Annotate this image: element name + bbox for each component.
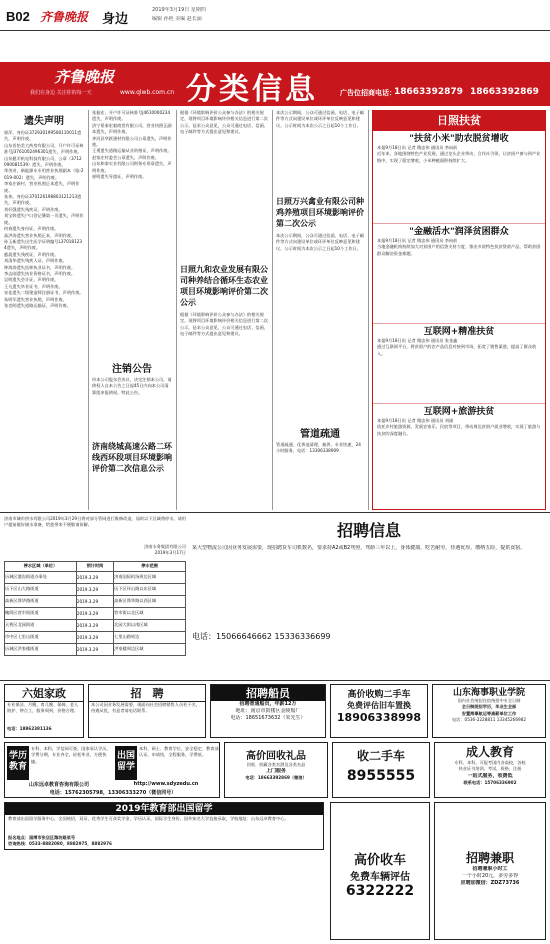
jobs-body: 某大型物流公司因业务发展需要，现招聘货车司机数名，要求持A2或B2驾照，驾龄三年以上，身体健康，吃苦耐劳，待遇优厚，缴纳五险，提供食宿。	[192, 545, 526, 551]
table-cell: 营市街以北区域	[114, 607, 186, 619]
ad-usedcar-phone: 8955555	[346, 768, 416, 784]
cancel-notice-body: 经本公司股东会决议，决定注销本公司，请债权人自本公告之日起45日内向本公司清算组申报债权。特此公告。	[92, 377, 172, 395]
banner-title: 分类信息	[186, 72, 318, 107]
poverty-article	[373, 323, 545, 403]
table-cell: 天桥区北园街道	[5, 619, 77, 631]
lost-notices-column	[4, 110, 84, 510]
ad-xueli-company: 山东远卓教育咨询有限公司	[28, 782, 89, 788]
poverty-article-body: 依托乡村旅游资源，发展农家乐、民宿等项目，带动周边贫困户就业增收，实现了旅游与扶贫的深度融合。	[377, 424, 541, 436]
poverty-article-body: 通过互联网平台，将贫困户的农产品信息对接到市场，拓宽了销售渠道，提高了群众收入。	[377, 344, 537, 356]
lost-notices-list	[4, 130, 84, 512]
col4-body-2: 本次公示期间，公众可通过信函、电话、电子邮件等方式向建设单位或环评单位反映意见和建议。公示时间为本次公示之日起10个工作日。	[276, 233, 364, 251]
table-cell: 北园大街以南区域	[114, 619, 186, 631]
masthead-editor: 编辑 孙艳 美编 赵长涌	[152, 16, 202, 22]
table-cell: 历下区环山路以东区域	[114, 583, 186, 595]
lost-notice-item: 山东慈羊机电科技有限公司，公章（3712090081539）遗失，声明作废。	[4, 155, 82, 168]
notice-item: 张振宏，开户许可证核准号J4610000234遗失，声明作废。	[92, 110, 171, 122]
ad-enroll-address: 报名地点：淄博市张店区潍坊路某号	[8, 835, 76, 840]
ad-abroad-phone: 电话：15762305798，13306333270（微信同号）	[49, 790, 177, 796]
pipe-dredge-body: 管道疏通、化粪池清理、抽粪，专业快速，24小时服务，电话：13306338909	[276, 442, 361, 454]
lost-notice-item: 高洪涛遗失营业执照正本，声明作废。	[4, 232, 76, 238]
ad-parttime-line2: 一个小时20元，多劳多得	[461, 873, 519, 879]
ad-recruit-body: 本公司因业务发展需要，现面向社会招聘销售人员若干名，待遇从优，有意者请电话联系。	[91, 702, 200, 714]
ad-crew-line2: 地址：南京市鼓楼区金陵船厂	[235, 708, 301, 714]
hotline-phone-1: 18663392879	[394, 87, 463, 97]
hotline-phone-2: 18663392869	[470, 87, 539, 97]
ad-buycar	[330, 802, 430, 940]
table-header: 停水范围	[114, 561, 186, 571]
ad-school-title: 山东海事职业学院	[452, 688, 525, 698]
table-header: 停水区域（单位）	[5, 561, 77, 571]
ad-school	[432, 684, 546, 738]
lost-notice-item: 宋佳遗失二级建造师注册证书，声明作废。	[4, 290, 84, 296]
poverty-article-body: 近年来，各地围绕特色产业发展，通过龙头企业带动、合作社引领，让贫困户参与到产业链中，实现了稳定增收，小米种植面积持续扩大。	[377, 151, 541, 163]
ad-recycle-line3: 电话：18663392869（微信）	[245, 775, 307, 781]
ad-parttime-line3: 应聘加微信：ZDZ73736	[460, 880, 520, 886]
lost-notice-item: 王凡遗失毕业证书，声明作废。	[4, 283, 63, 289]
ad-crew-title: 招聘船员	[211, 685, 325, 701]
notices-column-4	[276, 110, 364, 510]
ad-family-phone: 电话：18862381136	[7, 726, 52, 731]
table-cell: 2019.3.29	[76, 583, 113, 595]
ad-parttime-title: 招聘兼职	[465, 851, 514, 865]
ad-crew-line3: 电话：18651673632（朱先生）	[230, 715, 306, 721]
table-row	[5, 595, 186, 607]
ad-family	[4, 684, 84, 738]
jobs-phone: 15066646662 15336336699	[216, 632, 331, 641]
table-cell: 高新区舜华路街道	[5, 595, 77, 607]
section-name: 身边	[102, 12, 129, 27]
lost-notice-item: 刘宝婷遗失户口登记簿第一页遗失，声明作废。	[4, 213, 84, 225]
ad-education-pair	[4, 742, 220, 798]
ad-enroll-body: 教育部出国留学服务中心，全国统招，双证，优秀学生可获奖学金，学历认证，国际学生身份，国外知名大学直接录取，学校地址：山东远卓教育中心。	[8, 816, 289, 821]
lost-notice-item: 张克明遗失道路运输证，声明作废。	[4, 302, 72, 308]
page-number: B02	[6, 9, 30, 24]
table-header-row	[5, 561, 186, 571]
ad-crew	[210, 684, 326, 738]
poverty-article	[373, 223, 545, 323]
ad-xueli-body: 专科、本科，学信网可查，国家承认学历，学费分期，专业齐全，轻松毕业，方便快捷。	[31, 746, 111, 764]
notice-item: 崔明遗失导游证，声明作废。	[92, 174, 147, 180]
ad-enroll	[4, 802, 324, 850]
poverty-article-byline: 本报9月18日讯 记者 隋忠伟 通讯员 张金鑫	[377, 338, 458, 343]
highway-title: 济南绕城高速公路二环线西环段项目环境影响评价第二次信息公示	[92, 442, 172, 473]
table-cell: 2019.3.29	[76, 619, 113, 631]
ad-handset-sub: 免费评估旧车置换	[347, 701, 411, 710]
table-cell: 2019.3.29	[76, 643, 113, 655]
ad-handset-title: 高价收购二手车	[347, 690, 411, 700]
notice-item: 山东和泰实业有限公司财务专用章遗失，声明作废。	[92, 161, 172, 173]
poverty-article-byline: 本报9月18日讯 记者 隋忠伟 通讯员 李向前	[377, 145, 458, 150]
ad-family-body: 专业保洁、月嫂、育儿嫂、保姆、老人陪护、钟点工，服务周到，价格合理。	[7, 702, 79, 714]
ad-adult-line4: 联系电话：15706336902	[463, 779, 517, 785]
table-cell: 历下区山大路街道	[5, 583, 77, 595]
poverty-article	[373, 131, 545, 223]
water-notice-body: 济南市城市供水有限公司2019年3月29日将对部分管网进行维修改造，届时以下区域将停水，请用户提前做好储水准备，给您带来不便敬请谅解。	[4, 516, 186, 528]
ad-adult-line3: 一站式服务，收费低	[467, 772, 513, 779]
lost-notice-item: 吴明遗失会计证，声明作废。	[4, 277, 59, 283]
ad-enroll-title: 2019年教育部出国留学	[5, 803, 323, 815]
jobs-phone-row	[192, 631, 546, 642]
water-notice-date: 2019年3月17日	[154, 550, 186, 556]
table-cell: 高新区舜华路以西区域	[114, 595, 186, 607]
poverty-article	[373, 403, 545, 503]
notice-item: 济宁景泰宏毅商贸有限公司，营业执照正副本遗失，声明作废。	[92, 122, 172, 135]
notices-column-3	[180, 110, 268, 510]
table-cell: 历城区港沟街道办事处	[5, 571, 77, 583]
lost-notice-item: 荣茂奇，新能源车专用营业执照副本（临-2019-002）遗失，声明作废。	[4, 168, 84, 180]
ad-abroad-title: 出国留学	[115, 746, 137, 780]
ad-school-line3: 安置海事航运等高薪单位工作	[461, 710, 517, 716]
ad-adult-line2: 执业证书培训，考试，资格，注册	[458, 766, 522, 772]
ad-school-line1: 国内社会统招住宿统招中专全日制	[457, 698, 521, 703]
paper-name: 齐鲁晚报	[40, 10, 89, 24]
ad-school-line2: 全日制统招学历，毕业生全部	[461, 704, 517, 710]
lost-notice-item: 朱伟，身份证370126198803121213遗失，声明作废。	[4, 194, 82, 206]
poverty-article-body: 当地金融机构持续加大对贫困户的信贷支持力度，推出多款特色扶贫贷款产品，帮助贫困群众解决资金难题。	[377, 244, 541, 256]
section-banner	[0, 62, 550, 106]
table-row	[5, 583, 186, 595]
ad-recruit	[88, 684, 206, 738]
table-header: 预计时间	[76, 561, 113, 571]
ad-abroad-site[interactable]: http://www.sdyzedu.cn	[133, 781, 199, 787]
jobs-heading: 招聘信息	[336, 521, 401, 540]
table-row	[5, 607, 186, 619]
poverty-article-byline: 本报9月18日讯 记者 隋忠伟 通讯员 刘刚	[377, 418, 454, 423]
hotline-label: 广告位招商电话：	[340, 89, 396, 97]
lost-notice-item: 慈晨遗失残疾证，声明作废。	[4, 251, 59, 257]
table-cell: 济南国际机场周边区域	[114, 571, 186, 583]
ad-adult-line1: 专科、本科，可报考国内各高校，各校	[454, 760, 526, 765]
table-row	[5, 643, 186, 655]
table-cell: 2019.3.29	[76, 595, 113, 607]
lost-notice-item: 朱明军遗失营业执照，声明作废。	[4, 296, 67, 302]
ad-recruit-title: 招 聘	[89, 685, 205, 702]
logo-text: 齐鲁晚报	[53, 68, 114, 86]
col4-body: 本次公示期间，公众可通过信函、电话、电子邮件等方式向建设单位或环评单位反映意见和建议。公示时间为本次公示之日起10个工作日。	[276, 110, 364, 128]
ad-parttime-line1: 招聘兼职小时工	[472, 866, 508, 872]
lost-notice-item: 何春遗失身份证，声明作废。	[4, 226, 59, 232]
ad-school-line4: 电话：0536-2228811 13345266982	[451, 717, 527, 723]
ad-adult-title: 成人教育	[465, 745, 514, 759]
table-cell: 历城区洪家楼街道	[5, 643, 77, 655]
notice-item: 齐河县华跃建材有限公司公章遗失，声明作废。	[92, 135, 172, 148]
lost-notice-item: 李家庄新村，营业执照正本遗失，声明作废。	[4, 181, 80, 193]
banner-slogan: 我们在身边 关注你的每一天	[30, 90, 92, 96]
lost-notice-item: 孙玉新遗失出生医学证明编号L370181234遗失，声明作废。	[4, 238, 83, 251]
lost-notice-item: 刘好强遗失残疾证，声明作废。	[4, 206, 63, 212]
ad-buycar-phone: 6322222	[345, 883, 415, 899]
ad-abroad-body: 本科、硕士、教育学位，安全稳定，教育部认证，申请快，全程服务，学费低。	[139, 746, 219, 758]
poverty-column	[372, 110, 546, 510]
col3-body-2: 根据《环境影响评价公众参与办法》的相关规定，现将项目环境影响评价相关信息进行第二次公示，征求公众意见，公众可通过电话、信函、电子邮件等方式提出意见和建议。	[180, 312, 268, 337]
lost-notice-item: 李志刚遗失执业资格证书，声明作废。	[4, 270, 76, 276]
table-row	[5, 631, 186, 643]
lost-notice-item: 山东晋怡美大药房有限公司，开户许可证核准号J3761002496301遗失，声明作废。	[4, 142, 84, 155]
notices-column-2	[92, 110, 172, 510]
cancel-notice-heading: 注销公告	[112, 364, 152, 375]
poverty-article-title: "扶贫小米"助农脱贫增收	[409, 134, 509, 144]
col2-list	[92, 110, 172, 358]
ad-usedcar-title: 收二手车	[356, 749, 405, 763]
notice-item: 王勇遗失道路运输从业资格证，声明作废。	[92, 148, 172, 154]
lost-notices-heading: 遗失声明	[24, 116, 64, 127]
ad-handset-phone: 18906338998	[336, 711, 422, 724]
rizhao-jiuhe-title: 日照九和农业发展有限公司种养结合循环生态农业项目环境影响评价第二次公示	[180, 265, 268, 307]
ad-parttime	[434, 802, 546, 940]
ad-buycar-sub: 免费车辆评估	[350, 872, 410, 883]
ad-recycle	[224, 742, 328, 798]
ad-family-title: 六姐家政	[5, 685, 83, 702]
ad-crew-line1: 招聘普通船员，年薪12万	[239, 701, 297, 707]
table-cell: 槐荫区营市街街道	[5, 607, 77, 619]
col3-body: 根据《环境影响评价公众参与办法》的相关规定，现将项目环境影响评价相关信息进行第二次公示，征求公众意见，公众可通过电话、信函、电子邮件等方式提出意见和建议。	[180, 110, 268, 135]
lost-notice-item: 刘清华遗失残疾人证，声明作废。	[4, 258, 67, 264]
lost-notice-item: 钟海涛遗失医师执业证书，声明作废。	[4, 264, 76, 270]
table-cell: 2019.3.29	[76, 571, 113, 583]
ad-recycle-title: 高价回收礼品	[246, 751, 306, 762]
lost-notice-item: 郭萍，身份证372930199508110011遗失，声明作废。	[4, 130, 82, 142]
poverty-banner-text: 日照扶贫	[437, 114, 481, 127]
ad-recycle-line1: 回收、收藏各类名酒及各类名品	[246, 762, 306, 767]
table-cell: 2019.3.29	[76, 607, 113, 619]
water-table	[4, 561, 186, 656]
poverty-article-title: 互联网+旅游扶贫	[423, 407, 495, 417]
ad-xueli-title: 学历教育	[7, 746, 29, 780]
notice-item: 赵家庄村委会公章遗失，声明作废。	[92, 154, 160, 160]
ad-adult	[434, 742, 546, 798]
table-row	[5, 571, 186, 583]
water-notice	[4, 516, 186, 676]
poverty-article-title: 互联网+精准扶贫	[423, 327, 495, 337]
water-notice-company: 济南水务集团有限公司	[144, 544, 186, 549]
poverty-article-title: "金融活水"润泽贫困群众	[409, 227, 509, 237]
table-cell: 洪家楼周边区域	[114, 643, 186, 655]
ad-recycle-line2: 上门服务	[265, 768, 286, 775]
table-cell: 市中区七里山街道	[5, 631, 77, 643]
wanxing-title: 日照万兴禽业有限公司种鸡养殖项目环境影响评价第二次公示	[276, 197, 364, 228]
masthead	[0, 0, 550, 38]
banner-url[interactable]: www.qlwb.com.cn	[120, 89, 174, 96]
ad-enroll-contact: 咨询热线：0533-8882080，8882975，8882976	[8, 841, 112, 847]
logo	[30, 66, 138, 88]
table-cell: 七里山路周边	[114, 631, 186, 643]
ad-usedcar	[332, 742, 430, 798]
ad-handset	[330, 684, 428, 738]
table-cell: 2019.3.29	[76, 631, 113, 643]
table-row	[5, 619, 186, 631]
ad-buycar-title: 高价收车	[353, 853, 406, 868]
poverty-banner	[373, 111, 545, 131]
jobs-section	[192, 516, 546, 676]
masthead-date: 2019年3月19日 星期四	[152, 7, 206, 13]
pipe-dredge-heading: 管道疏通	[300, 429, 340, 440]
jobs-phone-label: 电话：	[192, 632, 216, 641]
poverty-article-byline: 本报9月18日讯 记者 隋忠伟 通讯员 李向前	[377, 238, 458, 243]
